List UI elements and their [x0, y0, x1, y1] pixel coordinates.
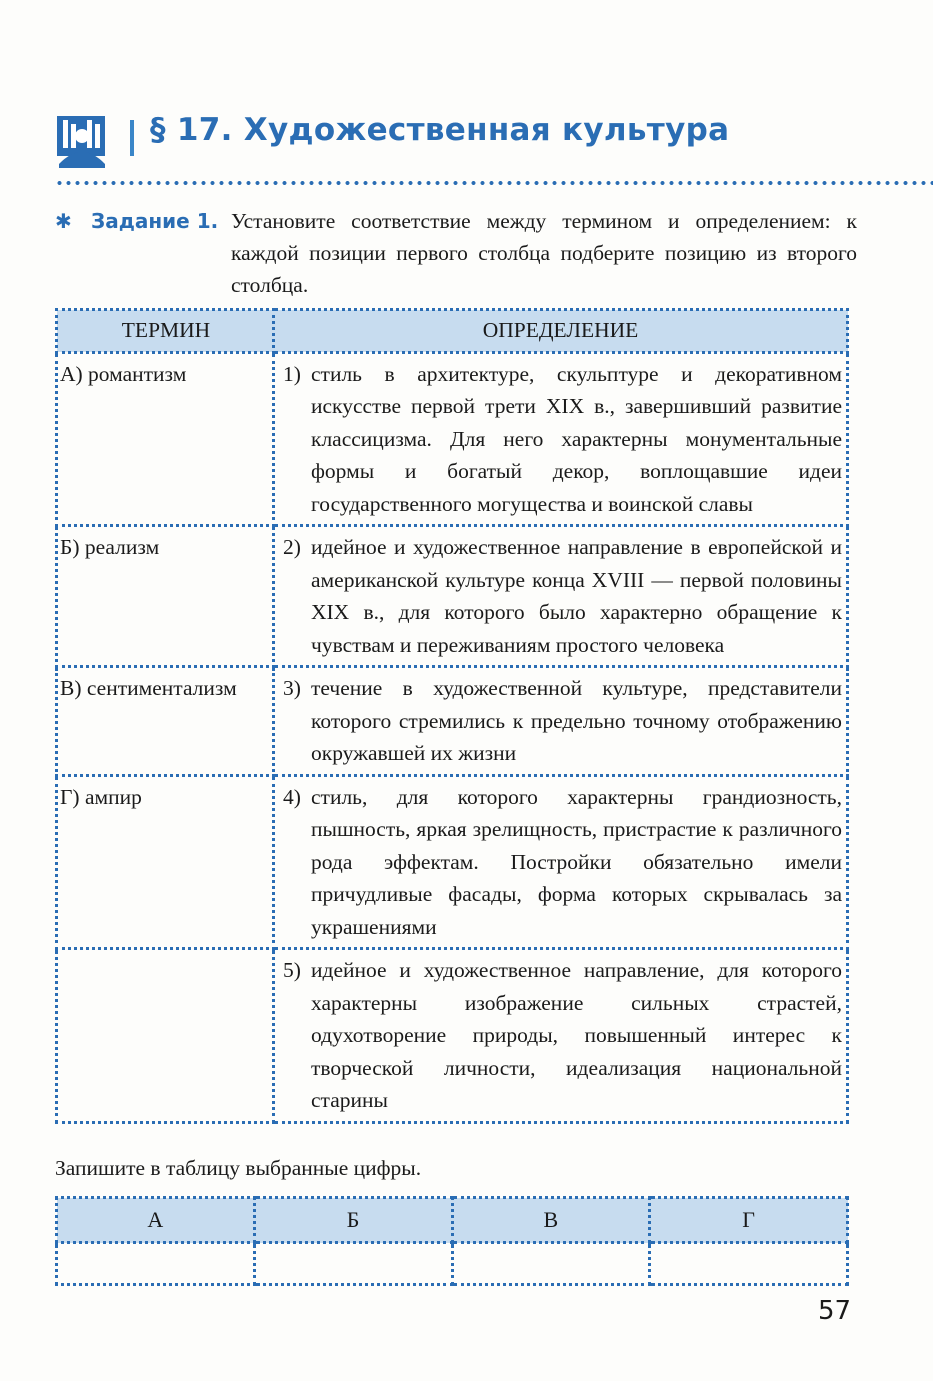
book-reader-icon	[55, 112, 109, 170]
title-divider	[130, 120, 134, 156]
table-row	[57, 775, 848, 949]
table-row	[57, 352, 848, 526]
answer-input-row	[57, 1243, 848, 1285]
table-header-row	[57, 310, 848, 353]
definition-number: 2)	[283, 535, 301, 559]
definition-cell	[274, 949, 848, 1123]
task-label: Задание 1.	[91, 209, 219, 233]
definition-text: течение в художественной культуре, представители которого стремились к предельно точному отображению окружавшей их жизни	[311, 676, 842, 765]
section-header	[55, 112, 109, 170]
answer-cell-a[interactable]	[57, 1243, 255, 1285]
page-number: 57	[818, 1296, 852, 1326]
definition-number: 4)	[283, 784, 301, 809]
table-row	[57, 949, 848, 1123]
definition-number: 1)	[283, 361, 301, 386]
answer-table	[55, 1196, 849, 1286]
definition-number: 3)	[283, 676, 301, 700]
header-definition: ОПРЕДЕЛЕНИЕ	[274, 310, 848, 353]
term-cell: Г) ампир	[57, 775, 274, 949]
definition-text: идейное и художественное направление, для которого характерны изображение сильных страстей, одухотворение природы, повышенный интерес к творческой личности, идеализация национальной старины	[311, 958, 842, 1112]
dotted-divider	[55, 180, 933, 186]
term-cell: В) сентиментализм	[57, 667, 274, 776]
definition-text: стиль в архитектуре, скульптуре и декоративном искусстве первой трети XIX в., завершивший развитие классицизма. Для него характерны монументальные формы и богатый декор, воплощавшие идеи государственного могущества и воинской славы	[311, 361, 842, 516]
definition-cell	[274, 352, 848, 526]
definition-text: идейное и художественное направление в европейской и американской культуре конца XVIII — первой половины XIX в., для которого было характерно обращение к чувствам и переживаниям простого человека	[311, 535, 842, 657]
definition-cell	[274, 667, 848, 776]
task-text: Установите соответствие между термином и определением: к каждой позиции первого столбца подберите позицию из второго столбца.	[231, 209, 857, 297]
page-title: § 17. Художественная культура	[150, 112, 730, 148]
definition-cell	[274, 775, 848, 949]
answer-caption: Запишите в таблицу выбранные цифры.	[55, 1156, 422, 1180]
term-cell: Б) реализм	[57, 526, 274, 667]
answer-header-g: Г	[650, 1198, 848, 1243]
definition-cell	[274, 526, 848, 667]
answer-header-a: А	[57, 1198, 255, 1243]
answer-cell-v[interactable]	[452, 1243, 650, 1285]
definition-text: стиль, для которого характерны грандиозность, пышность, яркая зрелищность, пристрастие к различного рода эффектам. Постройки обязательно имели причудливые фасады, форма которых скрывалась за украшениями	[311, 784, 842, 939]
term-cell: А) романтизм	[57, 352, 274, 526]
matching-table	[55, 308, 849, 1124]
header-term: ТЕРМИН	[57, 310, 274, 353]
answer-cell-b[interactable]	[254, 1243, 452, 1285]
answer-header-row	[57, 1198, 848, 1243]
term-cell	[57, 949, 274, 1123]
answer-header-b: Б	[254, 1198, 452, 1243]
table-row	[57, 526, 848, 667]
definition-number: 5)	[283, 958, 301, 982]
answer-cell-g[interactable]	[650, 1243, 848, 1285]
answer-header-v: В	[452, 1198, 650, 1243]
star-icon: ✱	[55, 209, 72, 233]
table-row	[57, 667, 848, 776]
